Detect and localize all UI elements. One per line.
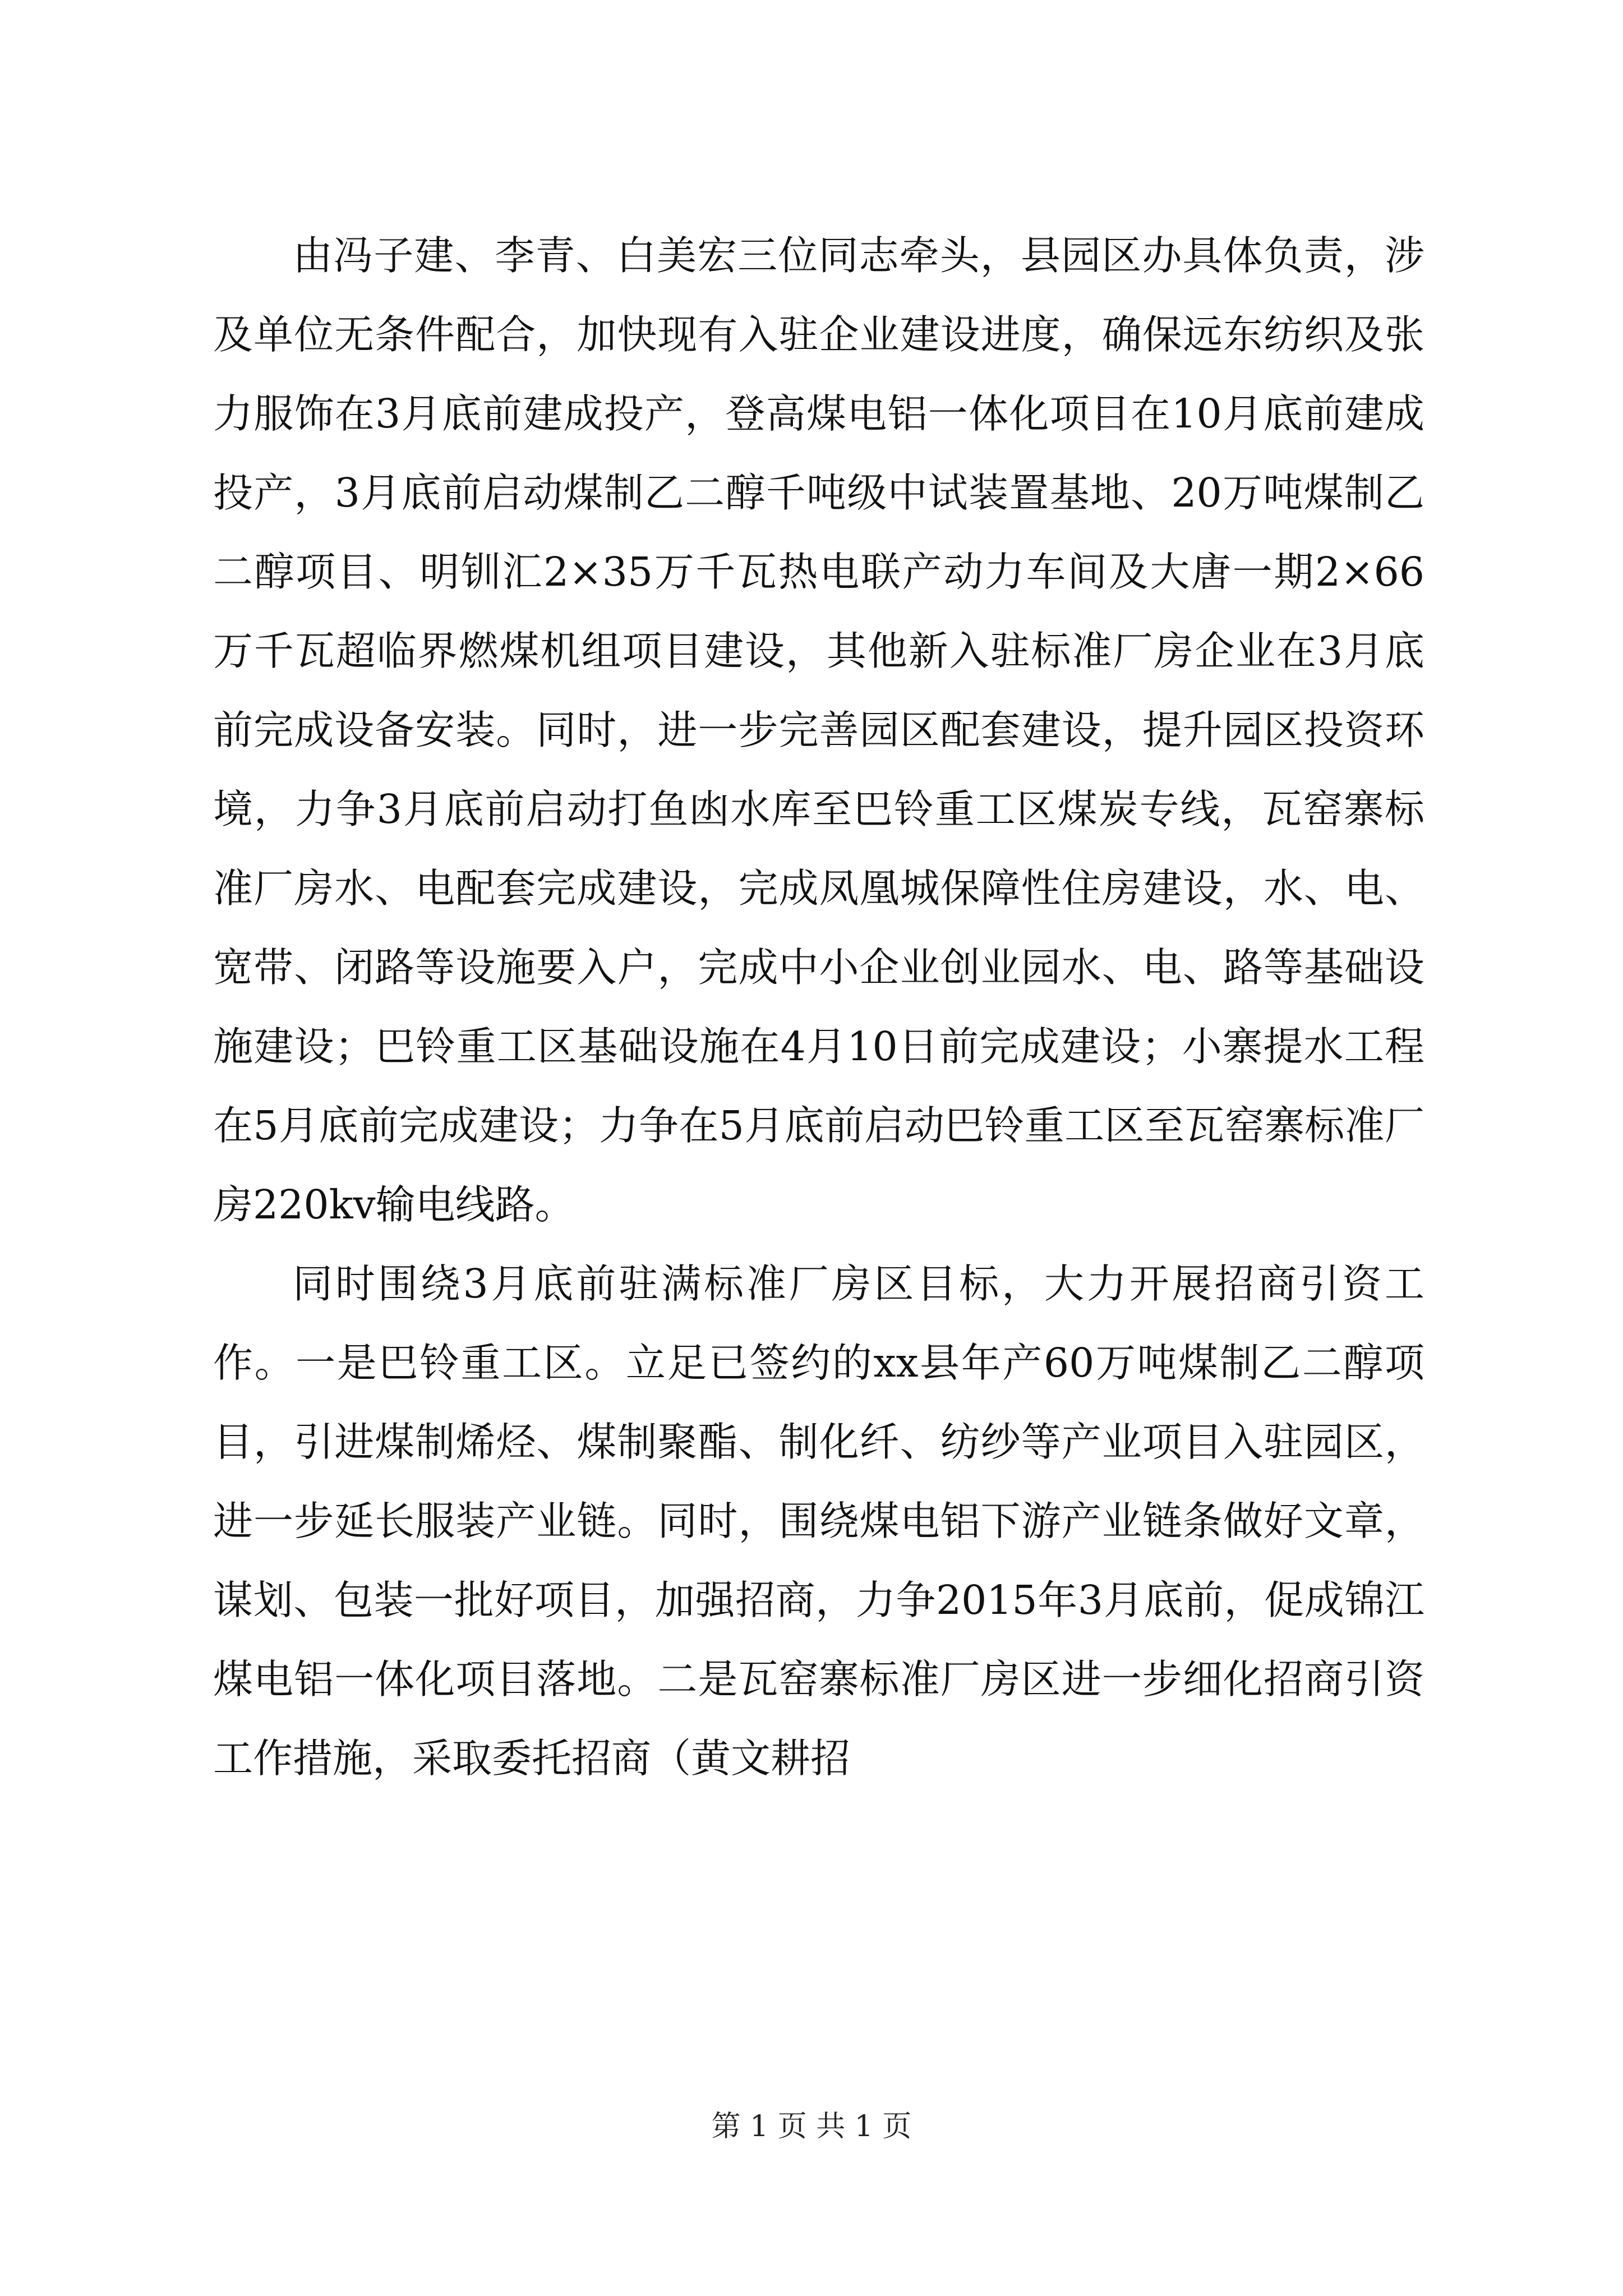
paragraph-2: 同时围绕3月底前驻满标准厂房区目标，大力开展招商引资工作。一是巴铃重工区。立足已签约的xx县年产60万吨煤制乙二醇项目，引进煤制烯烃、煤制聚酯、制化纤、纺纱等产业项目入驻园区，进一步延长服装产业链。同时，围绕煤电铝下游产业链条做好文章，谋划、包装一批好项目，加强招商，力争2015年3月底前，促成锦江煤电铝一体化项目落地。二是瓦窑寨标准厂房区进一步细化招商引资工作措施，采取委托招商（黄文耕招 <box>213 1260 1424 1782</box>
page-footer: 第 1 页 共 1 页 <box>711 2110 912 2143</box>
paragraph-1: 由冯子建、李青、白美宏三位同志牵头，县园区办具体负责，涉及单位无条件配合，加快现有入驻企业建设进度，确保远东纺织及张力服饰在3月底前建成投产，登高煤电铝一体化项目在10月底前建成投产，3月底前启动煤制乙二醇千吨级中试装置基地、20万吨煤制乙二醇项目、明钏汇2×35万千瓦热电联产动力车间及大唐一期2×66万千瓦超临界燃煤机组项目建设，其他新入驻标准厂房企业在3月底前完成设备安装。同时，进一步完善园区配套建设，提升园区投资环境，力争3月底前启动打鱼凼水库至巴铃重工区煤炭专线，瓦窑寨标准厂房水、电配套完成建设，完成凤凰城保障性住房建设，水、电、宽带、闭路等设施要入户，完成中小企业创业园水、电、路等基础设施建设；巴铃重工区基础设施在4月10日前完成建设；小寨提水工程在5月底前完成建设；力争在5月底前启动巴铃重工区至瓦窑寨标准厂房220kv输电线路。 <box>213 232 1424 1228</box>
document-body <box>213 216 1424 1798</box>
